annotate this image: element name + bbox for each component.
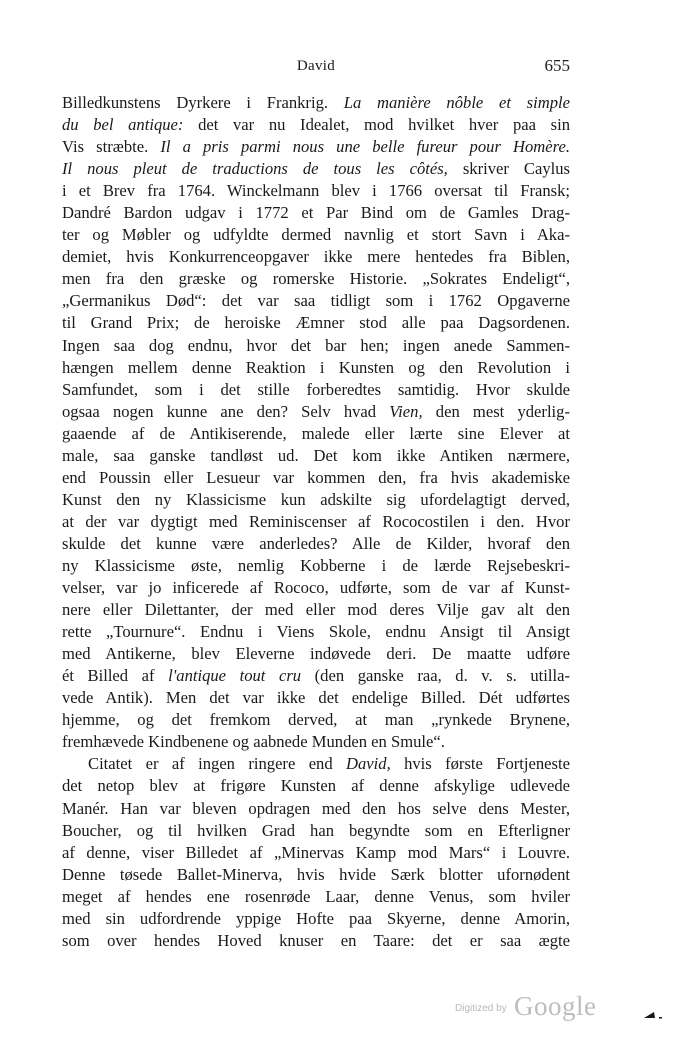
digitized-by-label: Digitized by (455, 1003, 507, 1014)
text-line (62, 290, 570, 312)
text-line (62, 842, 570, 864)
text-line (62, 731, 570, 753)
text-run: Boucher, og til hvilken Grad han begyndte som en Efterligner (62, 820, 570, 840)
text-line (62, 908, 570, 930)
corner-mark-icon (642, 1010, 664, 1020)
text-line (62, 599, 570, 621)
text-line (62, 555, 570, 577)
body-text (62, 92, 570, 952)
text-line (62, 423, 570, 445)
text-run: ét Billed af (62, 666, 169, 686)
text-line (62, 643, 570, 665)
text-run: Ingen saa dog endnu, hvor det bar hen; ingen anede Sammen- (62, 335, 570, 355)
text-run: ogsaa nogen kunne ane den? Selv hvad (62, 401, 390, 421)
text-run: det var nu Idealet, mod hvilket hver paa sin (183, 115, 570, 135)
text-run: Billedkunstens Dyrkere i Frankrig. (62, 93, 344, 112)
text-line (62, 511, 570, 533)
text-run: rette „Tournure“. Endnu i Viens Skole, endnu Ansigt til Ansigt (62, 622, 570, 642)
text-line (62, 202, 570, 224)
text-run: Dandré Bardon udgav i 1772 et Par Bind om de Gamles Drag- (62, 203, 570, 223)
page-header (62, 56, 570, 80)
text-run: Kunst den ny Klassicisme kun adskilte sig ufordelagtigt derved, (62, 489, 570, 509)
text-run: den mest yderlig- (422, 401, 570, 421)
text-line (62, 335, 570, 357)
text-run: at der var dygtigt med Reminiscenser af Rococostilen i den. Hvor (62, 511, 570, 531)
text-line (62, 753, 570, 775)
text-run: nere eller Dilettanter, der med eller mod deres Vilje gav alt den (62, 600, 570, 620)
text-run: med sin udfordrende yppige Hofte paa Skyerne, denne Amorin, (62, 908, 570, 928)
digitized-watermark (455, 993, 615, 1021)
running-head: David (296, 58, 336, 74)
text-line (62, 621, 570, 643)
text-line (62, 798, 570, 820)
text-line (62, 246, 570, 268)
text-line (62, 445, 570, 467)
text-line (62, 312, 570, 334)
text-run: demiet, hvis Konkurrenceopgaver ikke mere hentedes fra Biblen, (62, 247, 570, 267)
page-number: 655 (544, 56, 570, 75)
italic-run: Vien, (389, 401, 423, 421)
text-run: ny Klassicisme øste, nemlig Kobberne i de lærde Rejsebeskri- (62, 555, 570, 575)
text-run: til Grand Prix; de heroiske Æmner stod alle paa Dagsordenen. (62, 313, 570, 333)
text-line (62, 379, 570, 401)
text-run: skulde det kunne være anderledes? Alle de Kilder, hvoraf den (62, 533, 570, 553)
text-run: gaaende af de Antikiserende, malede eller lærte sine Elever at (62, 423, 570, 443)
italic-run: La manière nôble et simple (343, 93, 571, 112)
text-run: ter og Møbler og udfyldte dermed navnlig et stort Savn i Aka- (62, 225, 570, 245)
text-run: Citatet er af ingen ringere end (88, 754, 347, 774)
text-run: skriver Caylus (447, 159, 570, 179)
text-run: Vis stræbte. (62, 137, 161, 157)
text-run: hængen mellem denne Reaktion i Kunsten og den Revolution i (62, 357, 570, 377)
text-line (62, 886, 570, 908)
text-line (62, 665, 570, 687)
text-run: Denne tøsede Ballet-Minerva, hvis hvide Særk blotter ufornødent (62, 864, 570, 884)
text-line (62, 136, 570, 158)
text-line (62, 820, 570, 842)
text-run: hvis første Fortjeneste (390, 754, 570, 774)
text-run: end Poussin eller Lesueur var kommen den, fra hvis akademiske (62, 467, 570, 487)
italic-run: David, (346, 754, 391, 774)
text-line (62, 158, 570, 180)
text-line (62, 489, 570, 511)
text-run: Manér. Han var bleven opdragen med den hos selve dens Mester, (62, 798, 570, 818)
text-run: som over hendes Hoved knuser en Taare: det er saa ægte (62, 930, 570, 950)
text-run: meget af hendes ene rosenrøde Laar, denne Venus, som hviler (62, 886, 570, 906)
text-run: velser, var jo inficerede af Rococo, udførte, som de var af Kunst- (62, 578, 570, 598)
text-run: (den ganske raa, d. v. s. utilla- (301, 666, 571, 686)
text-line (62, 577, 570, 599)
text-run: hjemme, og det fremkom derved, at man „rynkede Brynene, (62, 710, 570, 730)
italic-run: Il a pris parmi nous une belle fureur pour Homère. (160, 137, 570, 157)
text-line (62, 268, 570, 290)
text-line (62, 467, 570, 489)
text-run: „Germanikus Død“: det var saa tidligt som i 1762 Opgaverne (62, 291, 570, 311)
italic-run: du bel antique: (62, 115, 184, 135)
italic-run: Il nous pleut de traductions de tous les côtés, (62, 159, 448, 179)
text-run: med Antikerne, blev Eleverne indøvede deri. De maatte udføre (62, 644, 570, 664)
text-run: men fra den græske og romerske Historie. „Sokrates Endeligt“, (62, 269, 570, 289)
text-line (62, 709, 570, 731)
text-run: vede Antik). Men det var ikke det endelige Billed. Dét udførtes (62, 688, 570, 708)
text-line (62, 357, 570, 379)
text-line (62, 864, 570, 886)
text-run: male, saa ganske tandløst ud. Det kom ikke Antiken nærmere, (62, 445, 570, 465)
text-run: det netop blev at frigøre Kunsten af denne afskylige udlevede (62, 776, 570, 796)
text-line (62, 114, 570, 136)
text-line (62, 533, 570, 555)
text-line (62, 180, 570, 202)
text-run: Samfundet, som i det stille forberedtes samtidig. Hvor skulde (62, 379, 570, 399)
italic-run: l'antique tout cru (168, 666, 302, 686)
text-line (62, 775, 570, 797)
text-line (62, 224, 570, 246)
text-run: af denne, viser Billedet af „Minervas Kamp mod Mars“ i Louvre. (62, 842, 570, 862)
text-line (62, 92, 570, 114)
google-logo: Google (514, 991, 597, 1021)
text-line (62, 930, 570, 952)
text-run: fremhævede Kindbenene og aabnede Munden en Smule“. (62, 732, 445, 752)
text-line (62, 401, 570, 423)
text-run: i et Brev fra 1764. Winckelmann blev i 1766 oversat til Fransk; (62, 181, 570, 201)
text-line (62, 687, 570, 709)
